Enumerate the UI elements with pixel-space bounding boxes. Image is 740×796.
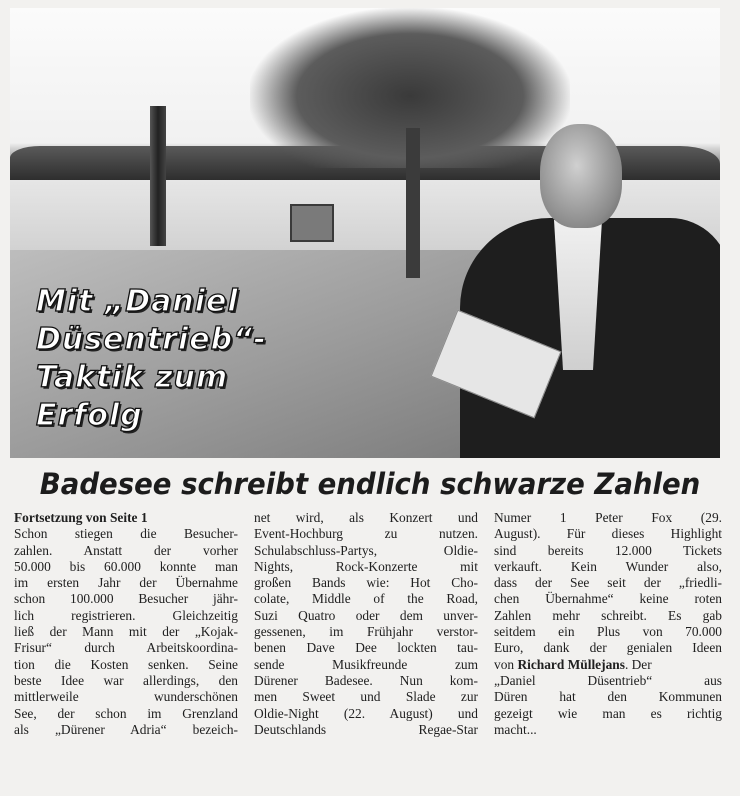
text-line: gezeigt wie man es richtig bbox=[494, 705, 722, 721]
photo-caption-line: Düsentrieb“- bbox=[36, 322, 267, 357]
text-line: net wird, als Konzert und bbox=[254, 510, 478, 525]
text-line: August). Für dieses Highlight bbox=[494, 526, 722, 542]
text-fragment: von bbox=[494, 656, 518, 672]
text-line: seitdem ein Plus von 70.000 bbox=[494, 624, 722, 640]
text-line: gessenen, im Frühjahr verstor- bbox=[254, 624, 478, 640]
text-line: Oldie-Night (22. August) und bbox=[254, 705, 478, 721]
text-line: ließ der Mann mit der „Kojak- bbox=[14, 624, 238, 640]
text-line: beste Idee war allerdings, den bbox=[14, 672, 238, 688]
text-line: Dürener Badesee. Nun kom- bbox=[254, 672, 478, 688]
text-line: macht... bbox=[494, 721, 537, 737]
text-line: Frisur“ durch Arbeitskoordina- bbox=[14, 640, 238, 656]
text-line: 50.000 bis 60.000 konnte man bbox=[14, 558, 238, 574]
photo-bench bbox=[290, 204, 334, 242]
text-line: men Sweet und Slade zur bbox=[254, 689, 478, 705]
photo-caption-line: Erfolg bbox=[36, 398, 143, 433]
text-line: Suzi Quatro oder dem unver- bbox=[254, 607, 478, 623]
text-line: als „Dürener Adria“ bezeich- bbox=[14, 721, 238, 737]
text-line: mittlerweile wunderschönen bbox=[14, 689, 238, 705]
photo-tree-trunk bbox=[406, 128, 420, 278]
text-line: lich registrieren. Gleichzeitig bbox=[14, 607, 238, 623]
text-line: Zahlen mehr schreibt. Es gab bbox=[494, 607, 722, 623]
text-line: Numer 1 Peter Fox (29. bbox=[494, 510, 722, 525]
photo-caption bbox=[36, 283, 276, 435]
person-name: Richard Müllejans bbox=[517, 656, 625, 672]
article-photo bbox=[10, 8, 720, 458]
text-line: Düren hat den Kommunen bbox=[494, 689, 722, 705]
text-line: See, der schon im Grenzland bbox=[14, 705, 238, 721]
text-line: chen Übernahme“ keine roten bbox=[494, 591, 722, 607]
text-line: im ersten Jahr der Übernahme bbox=[14, 575, 238, 591]
text-line: Schulabschluss-Partys, Oldie- bbox=[254, 542, 478, 558]
text-line: Deutschlands Regae-Star bbox=[254, 721, 478, 737]
text-line: Schon stiegen die Besucher- bbox=[14, 526, 238, 542]
text-line: zahlen. Anstatt der vorher bbox=[14, 542, 238, 558]
text-line: Nights, Rock-Konzerte mit bbox=[254, 558, 478, 574]
photo-caption-line: Mit „Daniel bbox=[36, 284, 239, 319]
text-fragment: . Der bbox=[624, 656, 652, 672]
article-headline: Badesee schreibt endlich schwarze Zahlen bbox=[39, 467, 701, 501]
photo-caption-line: Taktik zum bbox=[36, 360, 229, 395]
person-head bbox=[540, 124, 622, 228]
text-line: sende Musikfreunde zum bbox=[254, 656, 478, 672]
article-column-2 bbox=[254, 510, 478, 738]
text-line: tion die Kosten senken. Seine bbox=[14, 656, 238, 672]
text-line: colate, Middle of the Road, bbox=[254, 591, 478, 607]
text-line-with-name bbox=[494, 657, 722, 673]
article-column-1 bbox=[14, 510, 238, 738]
text-line: großen Bands wie: Hot Cho- bbox=[254, 575, 478, 591]
text-line: schon 100.000 Besucher jähr- bbox=[14, 591, 238, 607]
text-line: Euro, dank der genialen Ideen bbox=[494, 640, 722, 656]
photo-totem-pole bbox=[150, 106, 166, 246]
text-line: benen Dave Dee lockten tau- bbox=[254, 640, 478, 656]
text-line: dass der See seit der „friedli- bbox=[494, 575, 722, 591]
article-column-3 bbox=[494, 510, 722, 738]
text-line: sind bereits 12.000 Tickets bbox=[494, 542, 722, 558]
text-line: „Daniel Düsentrieb“ aus bbox=[494, 672, 722, 688]
text-line: Event-Hochburg zu nutzen. bbox=[254, 526, 478, 542]
article-subhead: Fortsetzung von Seite 1 bbox=[14, 510, 148, 525]
photo-person bbox=[440, 118, 720, 458]
text-line: verkauft. Kein Wunder also, bbox=[494, 558, 722, 574]
